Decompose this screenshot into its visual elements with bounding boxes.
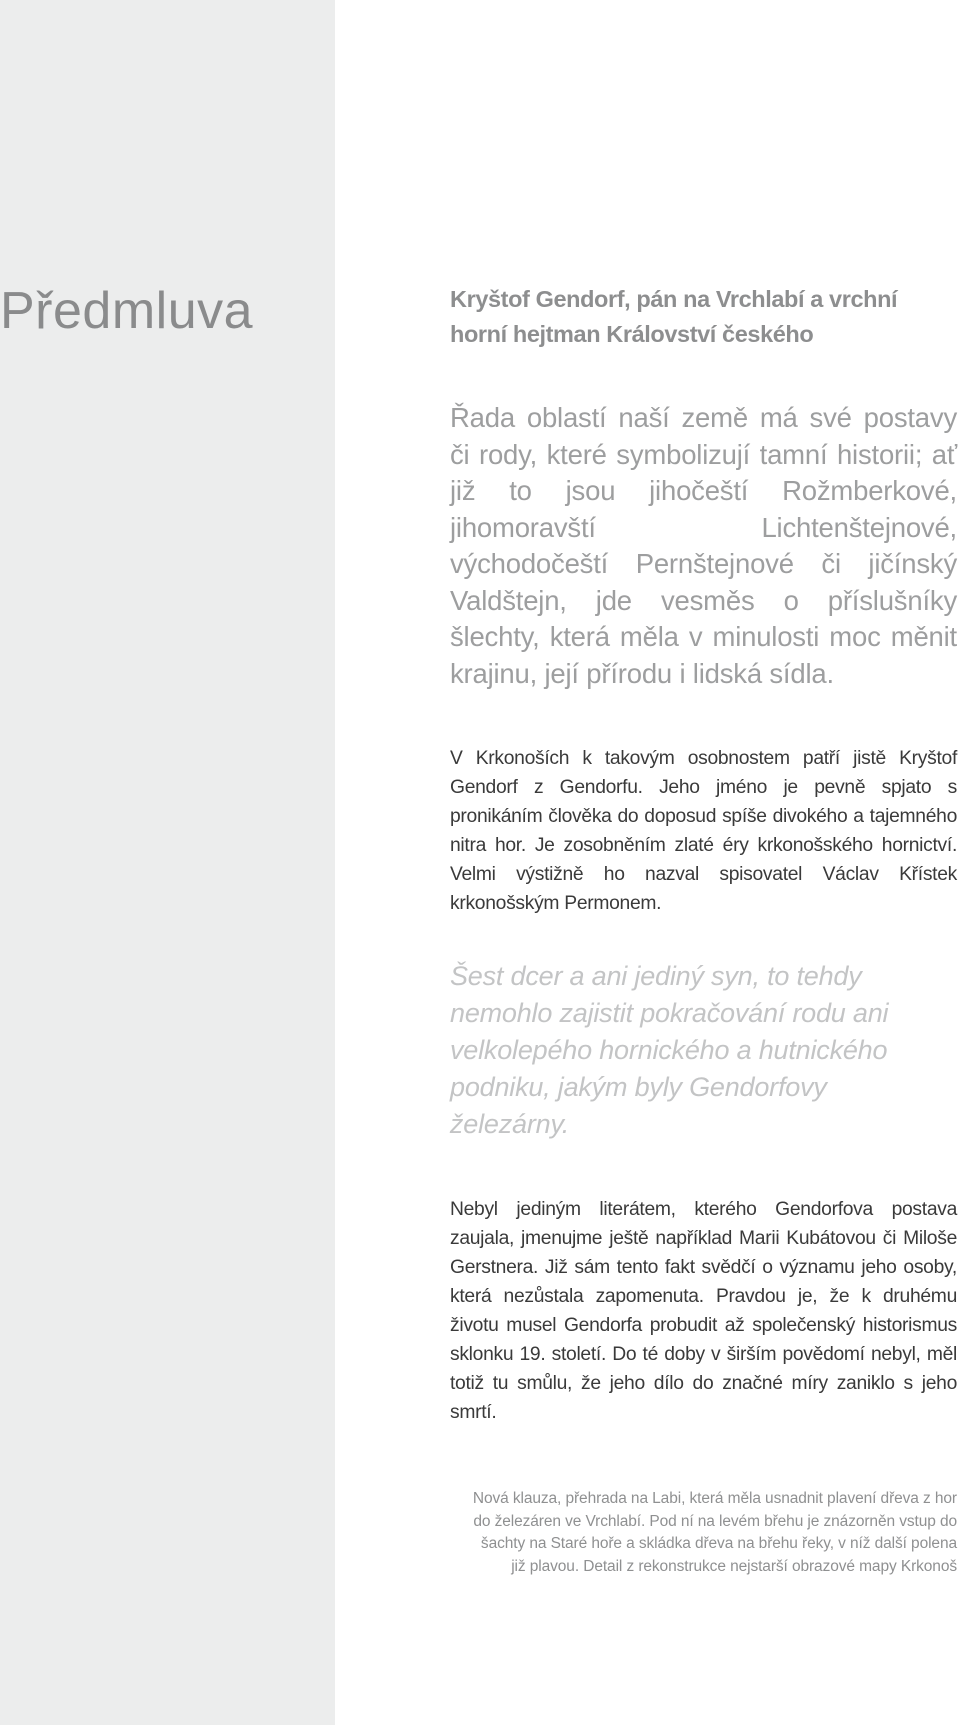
- main-content: [450, 282, 957, 1427]
- image-caption: Nová klauza, přehrada na Labi, která měla usnadnit plavení dřeva z hor do železáren ve Vrchlabí. Pod ní na levém břehu je znázorněn vstup do šachty na Staré hoře a skládka dřeva na břehu řeky, v níž další polena již plavou. Detail z rekonstrukce nejstarší obrazové mapy Krkonoš: [472, 1490, 957, 1575]
- body-paragraph-1: V Krkonoších k takovým osobnostem patří jistě Kryštof Gendorf z Gendorfu. Jeho jméno je pevně spjato s pronikáním člověka do doposud spíše divokého a tajemného nitra hor. Je zosobněním zlaté éry krkonošského hornictví. Velmi výstižně ho nazval spisovatel Václav Křístek krkonošským Permonem.: [450, 748, 957, 914]
- pull-quote: Šest dcer a ani jediný syn, to tehdy nemohlo zajistit pokračování rodu ani velkolepého hornického a hutnického podniku, jakým byly Gendorfovy železárny.: [450, 961, 889, 1139]
- subtitle: Kryštof Gendorf, pán na Vrchlabí a vrchní horní hejtman Království českého: [450, 286, 898, 347]
- side-panel: [0, 0, 335, 1725]
- body-paragraph-2: Nebyl jediným literátem, kterého Gendorfova postava zaujala, jmenujme ještě například Marii Kubátovou či Miloše Gerstnera. Již sám tento fakt svědčí o významu jeho osoby, která nezůstala zapomenuta. Pravdou je, že k druhému životu musel Gendorfa probudit až společenský historismus sklonku 19. století. Do té doby v širším povědomí nebyl, měl totiž tu smůlu, že jeho dílo do značné míry zaniklo s jeho smrtí.: [450, 1199, 957, 1423]
- chapter-title: Předmluva: [0, 282, 254, 340]
- lead-paragraph: Řada oblastí naší země má své postavy či rody, které symbolizují tamní historii; ať již to jsou jihočeští Rožmberkové, jihomoravští Lichtenštejnové, východočeští Pernštejnové či jičínský Valdštejn, jde vesměs o příslušníky šlechty, která měla v minulosti moc měnit krajinu, její přírodu i lidská sídla.: [450, 402, 957, 689]
